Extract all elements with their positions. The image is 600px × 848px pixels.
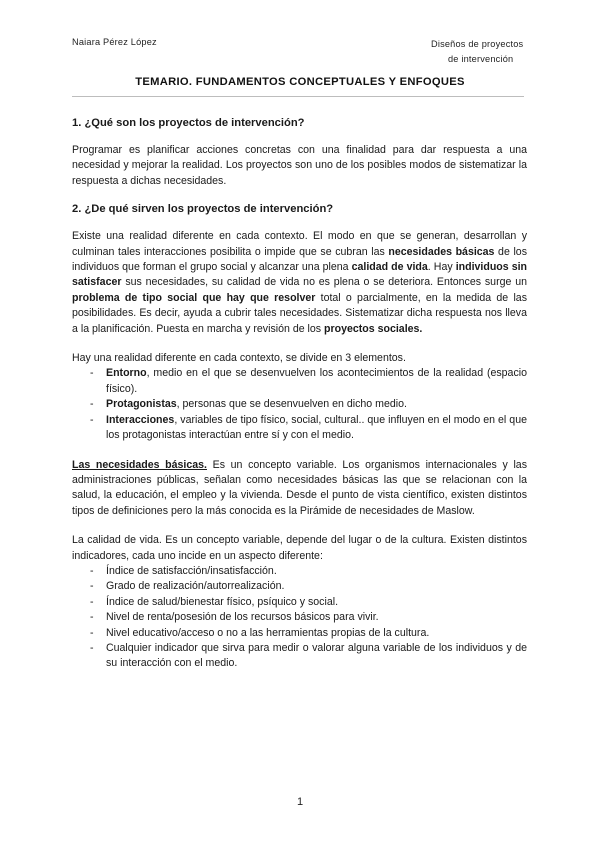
list-item: - Cualquier indicador que sirva para medir o valorar alguna variable de los individuos y de su interacción con el medio. [90, 641, 527, 670]
indicators-list [72, 564, 527, 672]
list-item: - Nivel educativo/acceso o no a las herramientas propias de la cultura. [90, 626, 430, 639]
list-item: - Índice de satisfacción/insatisfacción. [90, 564, 277, 577]
bold-problema-social: problema de tipo social que hay que resolver [72, 291, 316, 304]
list-item: - Grado de realización/autorrealización. [90, 580, 285, 593]
page-number: 1 [296, 796, 304, 808]
header-subject-line2: de intervención [448, 54, 514, 64]
list-item: - Protagonistas, personas que se desenvuelven en dicho medio. [90, 398, 407, 411]
list-item: - Nivel de renta/posesión de los recursos básicos para vivir. [90, 611, 379, 624]
header-subject [431, 37, 523, 67]
list-item: - Interacciones, variables de tipo físico, social, cultural.. que influyen en el modo en el que los protagonistas interactúan entre sí y con el medio. [90, 413, 527, 442]
list-item: - Entorno, medio en el que se desenvuelven los acontecimientos de la realidad (espacio físico). [90, 367, 527, 395]
section2-paragraph-1: Existe una realidad diferente en cada contexto. El modo en que se generan, desarrollan y culminan tales interacciones posibilita o impide que se cubran las necesidades básicas de los individuos que forman el grupo social y alcanzar una plena calidad de vida. Hay individuos sin satisfacer sus necesidades, su calidad de vida no es plena o se deteriora. Entonces surge un problema de tipo social que hay que resolver total o parcialmente, en la medida de las posibilidades. Es decir, ayuda a cubrir tales necesidades. Sistematizar dicha respuesta nos lleva a la planificación. Puesta en marcha y revisión de los proyectos sociales. [72, 230, 528, 335]
section1-heading: 1. ¿Qué son los proyectos de intervención? [72, 117, 305, 129]
section2-heading: 2. ¿De qué sirven los proyectos de intervención? [72, 203, 334, 216]
necesidades-paragraph: Las necesidades básicas. Es un concepto variable. Los organismos internacionales y las administraciones públicas, señalan como necesidades básicas las que se relacionan con la salud, la educación, el empleo y la vivienda. Desde el punto de vista científico, existen distintos tipos de definiciones pero la más conocida es la Pirámide de necesidades de Maslow. [72, 458, 527, 517]
list-item: - Índice de salud/bienestar físico, psíquico y social. [90, 595, 339, 608]
header-author: Naiara Pérez López [72, 37, 157, 47]
underlined-term: Las necesidades básicas. [72, 458, 207, 471]
document-title: TEMARIO. FUNDAMENTOS CONCEPTUALES Y ENFOQUES [135, 76, 465, 88]
title-divider [72, 96, 524, 97]
bold-necesidades-basicas: necesidades básicas [388, 245, 495, 258]
bold-proyectos-sociales: proyectos sociales. [324, 322, 423, 335]
bold-calidad-de-vida: calidad de vida [351, 261, 428, 274]
bold-individuos: individuos sin satisfacer [72, 261, 528, 289]
elements-intro: Hay una realidad diferente en cada contexto, se divide en 3 elementos. [72, 352, 406, 365]
document-body [72, 117, 527, 686]
section1-paragraph: Programar es planificar acciones concretas con una finalidad para dar respuesta a una necesidad y mejorar la realidad. Los proyectos son uno de los posibles modos de sistematizar la respuesta a dichas necesidades. [72, 144, 527, 187]
calidad-intro: La calidad de vida. Es un concepto variable, depende del lugar o de la cultura. Existen distintos indicadores, cada uno incide en un aspecto diferente: [72, 534, 527, 562]
header-subject-line1: Diseños de proyectos [431, 39, 524, 49]
elements-list [72, 366, 527, 443]
